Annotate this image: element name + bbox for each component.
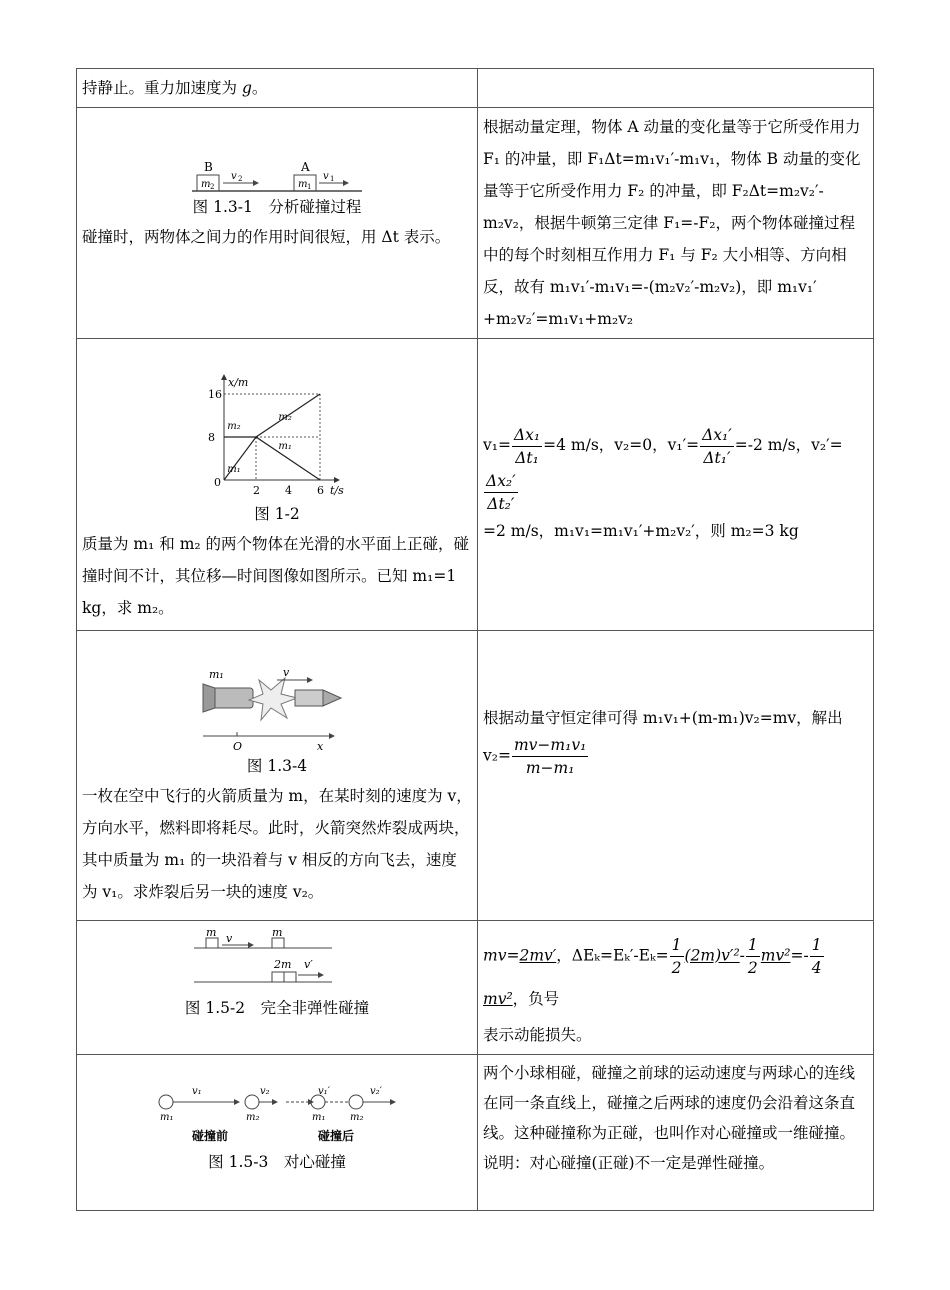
label-before: 碰撞前 xyxy=(192,1129,229,1143)
label-v: v xyxy=(226,932,233,945)
figure-caption: 图 1.3-1 分析碰撞过程 xyxy=(192,198,362,216)
row5-formula: mv=2mv′，ΔEₖ=Eₖ′-Eₖ= $\frac{1}{2}$ (2m)v′²- $\frac{1}{2}$ mv²=- $\frac{1}{4}$ mv²，负号 xyxy=(483,936,822,1008)
figure-caption: 图 1.3-4 xyxy=(246,757,308,775)
figure-caption: 图 1-2 xyxy=(254,505,300,523)
row2-left-text: 碰撞时，两物体之间力的作用时间很短，用 Δt 表示。 xyxy=(82,228,451,246)
row5-note: 表示动能损失。 xyxy=(483,1026,592,1044)
row3-formula-line1: v₁= $\frac{\text{Δx₁}}{\text{Δt₁}}$ =4 m/s，v₂=0，v₁′= $\frac{\text{Δx₁′}}{\text{Δt₁′}}$ =-2 m/s，v₂′= $\frac{\text{Δx₂′}}{\text{Δt₂′}}$ xyxy=(483,425,843,513)
label-m1-before: m₁ xyxy=(160,1112,174,1123)
row4-formula: v₂= $\frac{\text{mv−m₁v₁}}{\text{m−m₁}}$ xyxy=(483,736,587,777)
label-m-a: m xyxy=(206,926,217,939)
row1-right xyxy=(478,69,874,108)
label-v2: v₂ xyxy=(260,1086,270,1097)
origin-label: 0 xyxy=(214,476,221,489)
label-v-prime: v′ xyxy=(304,958,313,971)
content-table xyxy=(76,68,874,1211)
table-row xyxy=(77,339,874,631)
table-row xyxy=(77,921,874,1055)
row6-note: 说明：对心碰撞(正碰)不一定是弹性碰撞。 xyxy=(483,1154,775,1172)
row3-left-text: 质量为 m₁ 和 m₂ 的两个物体在光滑的水平面上正碰，碰撞时间不计，其位移—时间图像如图所示。已知 m₁=1 kg，求 m₂。 xyxy=(82,535,470,617)
row3-formula-line2: =2 m/s，m₁v₁=m₁v₁′+m₂v₂′，则 m₂=3 kg xyxy=(483,522,799,540)
table-row xyxy=(77,69,874,108)
label-v1-sub: 1 xyxy=(330,175,335,183)
x-axis-label: t/s xyxy=(330,484,344,497)
row4-left xyxy=(77,631,478,921)
row2-left xyxy=(77,108,478,339)
row5-left xyxy=(77,921,478,1055)
row3-left xyxy=(77,339,478,631)
table-row xyxy=(77,1055,874,1211)
row2-right xyxy=(478,108,874,339)
row6-right-text: 两个小球相碰，碰撞之前球的运动速度与两球心的连线在同一条直线上，碰撞之后两球的速度仍会沿着这条直线。这种碰撞称为正碰，也叫作对心碰撞或一维碰撞。 xyxy=(483,1064,856,1142)
collision-figure xyxy=(187,151,367,193)
label-m2: m xyxy=(201,179,211,190)
row2-right-text: 根据动量定理，物体 A 动量的变化量等于它所受作用力 F₁ 的冲量，即 F₁Δt=m₁v₁′-m₁v₁，物体 B 动量的变化量等于它所受作用力 F₂ 的冲量，即 F₂Δt=m₂v₂′-m₂v₂，根据牛顿第三定律 F₁=-F₂，两个物体碰撞过程中的每个时刻相互作用力 F₁ 与 F₂ 大小相等、方向相反，故有 m₁v₁′-m₁v₁=-(m₂v₂′-m₂v₂)，即 m₁v₁′+m₂v₂′=m₁v₁+m₂v₂ xyxy=(483,118,861,328)
row6-left xyxy=(77,1055,478,1211)
label-v: v xyxy=(283,666,290,679)
rocket-figure xyxy=(197,666,357,752)
label-x: x xyxy=(317,740,324,752)
label-m2-after: m₂ xyxy=(278,411,292,423)
y-axis-arrow xyxy=(221,374,227,380)
y-tick-label: 8 xyxy=(208,431,215,444)
table-row xyxy=(77,108,874,339)
label-o: O xyxy=(233,740,243,752)
y-tick-label: 16 xyxy=(208,388,222,401)
row1-left: 持静止。重力加速度为 g。 xyxy=(77,69,478,108)
label-after: 碰撞后 xyxy=(318,1129,355,1143)
x-tick-label: 4 xyxy=(285,484,292,497)
x-tick-label: 6 xyxy=(317,484,324,497)
label-v1-prime: v₁′ xyxy=(318,1086,330,1097)
label-v2-prime: v₂′ xyxy=(370,1086,382,1097)
label-2m: 2m xyxy=(274,958,292,971)
label-v1: v xyxy=(323,171,329,182)
label-v2: v xyxy=(231,171,237,182)
row4-right xyxy=(478,631,874,921)
label-m1-after: m₁ xyxy=(278,440,292,452)
x-tick-label: 2 xyxy=(253,484,260,497)
xt-graph xyxy=(202,370,352,500)
label-m-b: m xyxy=(272,926,283,939)
label-v2-sub: 2 xyxy=(238,175,243,183)
label-v1: v₁ xyxy=(192,1086,202,1097)
label-m2-before: m₂ xyxy=(246,1112,260,1123)
figure-caption: 图 1.5-2 完全非弹性碰撞 xyxy=(184,999,370,1017)
figure-caption: 图 1.5-3 对心碰撞 xyxy=(208,1153,346,1171)
y-axis-label: x/m xyxy=(228,376,249,389)
label-m1-after: m₁ xyxy=(312,1112,326,1123)
label-m1: m₁ xyxy=(209,668,224,681)
label-m2-after: m₂ xyxy=(350,1112,364,1123)
row5-right xyxy=(478,921,874,1055)
row6-right xyxy=(478,1055,874,1211)
label-a: A xyxy=(301,160,310,174)
label-m1-sub: 1 xyxy=(307,183,312,191)
label-b: B xyxy=(204,160,213,174)
row4-left-text: 一枚在空中飞行的火箭质量为 m，在某时刻的速度为 v，方向水平，燃料即将耗尽。此时，火箭突然炸裂成两块，其中质量为 m₁ 的一块沿着与 v 相反的方向飞去，速度为 v₁。求炸裂后另一块的速度 v₂。 xyxy=(82,787,472,901)
row4-right-text: 根据动量守恒定律可得 m₁v₁+(m-m₁)v₂=mv，解出 xyxy=(483,709,843,727)
x-axis-arrow xyxy=(334,477,340,483)
label-m1-before: m₁ xyxy=(227,463,241,475)
label-m2-sub: 2 xyxy=(210,183,215,191)
label-m2-before: m₂ xyxy=(227,420,241,432)
head-on-collision-figure xyxy=(152,1078,402,1148)
inelastic-figure xyxy=(192,924,362,994)
label-m1: m xyxy=(298,179,308,190)
table-row xyxy=(77,631,874,921)
row3-right xyxy=(478,339,874,631)
